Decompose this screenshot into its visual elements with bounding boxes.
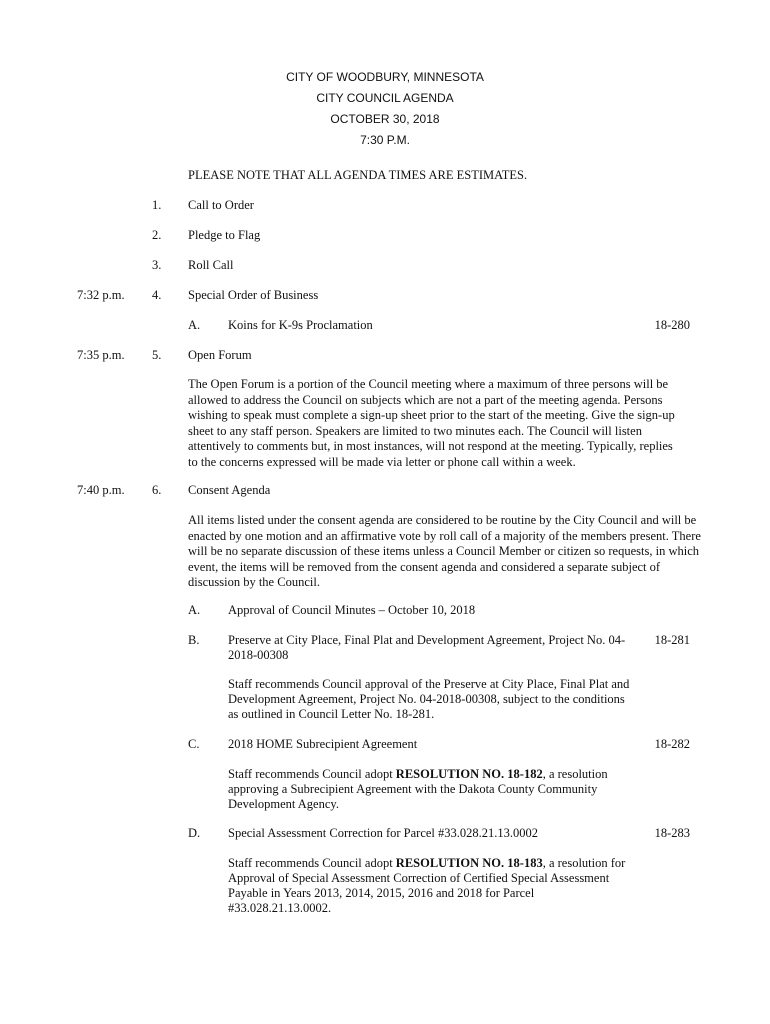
recommendation-text: , a resolution — [542, 767, 608, 781]
paragraph-line: wishing to speak must complete a sign-up sheet prior to the start of the meeting. Give the sign-up — [188, 408, 675, 423]
staff-recommendation: Approval of Special Assessment Correction of Certified Special Assessment — [228, 871, 610, 885]
paragraph-line: discussion by the Council. — [188, 575, 320, 590]
staff-recommendation: #33.028.21.13.0002. — [228, 901, 332, 915]
council-letter-number: 18-282 — [654, 737, 690, 751]
estimates-note: PLEASE NOTE THAT ALL AGENDA TIMES ARE ESTIMATES. — [188, 168, 528, 182]
staff-recommendation: Development Agency. — [228, 797, 339, 811]
council-letter-number: 18-283 — [654, 826, 690, 840]
recommendation-text: Staff recommends Council adopt — [228, 856, 396, 870]
item-title-consent-agenda: Consent Agenda — [188, 483, 271, 497]
staff-recommendation: Payable in Years 2013, 2014, 2015, 2016 and 2018 for Parcel — [228, 886, 535, 900]
subitem-letter: D. — [188, 826, 201, 840]
paragraph-line: event, the items will be removed from the consent agenda and considered a separate subject of — [188, 559, 661, 574]
item-time: 7:32 p.m. — [77, 288, 125, 302]
paragraph-line: All items listed under the consent agenda are considered to be routine by the City Council and will be — [188, 513, 697, 527]
staff-recommendation — [228, 767, 608, 783]
council-letter-number: 18-280 — [654, 318, 690, 332]
item-time: 7:40 p.m. — [77, 483, 125, 497]
staff-recommendation: Staff recommends Council approval of the Preserve at City Place, Final Plat and — [228, 677, 630, 691]
header-time: 7:30 P.M. — [360, 133, 410, 147]
item-title-special-order: Special Order of Business — [188, 288, 319, 302]
item-title-call-to-order: Call to Order — [188, 198, 254, 212]
staff-recommendation: Development Agreement, Project No. 04-2018-00308, subject to the conditions — [228, 692, 625, 706]
council-letter-number: 18-281 — [654, 633, 690, 647]
item-title-roll-call: Roll Call — [188, 258, 234, 272]
subitem-title: Koins for K-9s Proclamation — [228, 318, 373, 332]
subitem-title: Approval of Council Minutes – October 10, 2018 — [228, 603, 476, 617]
item-number: 2. — [152, 228, 162, 242]
open-forum-description — [188, 377, 690, 471]
paragraph-line: The Open Forum is a portion of the Council meeting where a maximum of three persons will be — [188, 377, 669, 391]
item-number: 5. — [152, 348, 162, 362]
paragraph-line: sheet to any staff person. Speakers are limited to two minutes each. The Council will listen — [188, 423, 642, 438]
item-number: 1. — [152, 198, 162, 212]
header-city: CITY OF WOODBURY, MINNESOTA — [286, 70, 484, 84]
staff-recommendation: as outlined in Council Letter No. 18-281. — [228, 707, 435, 721]
consent-agenda-description — [188, 513, 701, 591]
paragraph-line: allowed to address the Council on subjects which are not a part of the meeting agenda. Persons — [188, 392, 663, 407]
item-time: 7:35 p.m. — [77, 348, 125, 362]
recommendation-text: Staff recommends Council adopt — [228, 767, 396, 781]
subitem-letter: B. — [188, 633, 200, 647]
subitem-title: Special Assessment Correction for Parcel #33.028.21.13.0002 — [228, 826, 539, 840]
staff-recommendation: approving a Subrecipient Agreement with the Dakota County Community — [228, 782, 598, 796]
paragraph-line: to the concerns expressed will be made via letter or phone call within a week. — [188, 454, 576, 469]
item-number: 6. — [152, 483, 162, 497]
header-council-agenda: CITY COUNCIL AGENDA — [316, 91, 454, 105]
subitem-title: 2018 HOME Subrecipient Agreement — [228, 737, 418, 751]
paragraph-line: will be no separate discussion of these items unless a Council Member or citizen so requests, in which — [188, 544, 699, 559]
paragraph-line: attentively to comments but, in most instances, will not respond at the meeting. Typically, replies — [188, 439, 673, 454]
header-date: OCTOBER 30, 2018 — [330, 112, 440, 126]
recommendation-text: , a resolution for — [542, 856, 626, 870]
subitem-title-continued: 2018-00308 — [228, 648, 289, 662]
item-number: 4. — [152, 288, 162, 302]
subitem-letter: A. — [188, 603, 201, 617]
resolution-number: RESOLUTION NO. 18-183 — [395, 856, 543, 870]
item-title-pledge: Pledge to Flag — [188, 228, 261, 242]
subitem-title: Preserve at City Place, Final Plat and Development Agreement, Project No. 04- — [228, 633, 626, 647]
subitem-letter: A. — [188, 318, 201, 332]
paragraph-line: enacted by one motion and an affirmative vote by roll call of a majority of the members present. There — [188, 528, 701, 543]
item-title-open-forum: Open Forum — [188, 348, 252, 362]
subitem-letter: C. — [188, 737, 200, 751]
staff-recommendation — [228, 856, 625, 872]
item-number: 3. — [152, 258, 162, 272]
resolution-number: RESOLUTION NO. 18-182 — [395, 767, 543, 781]
